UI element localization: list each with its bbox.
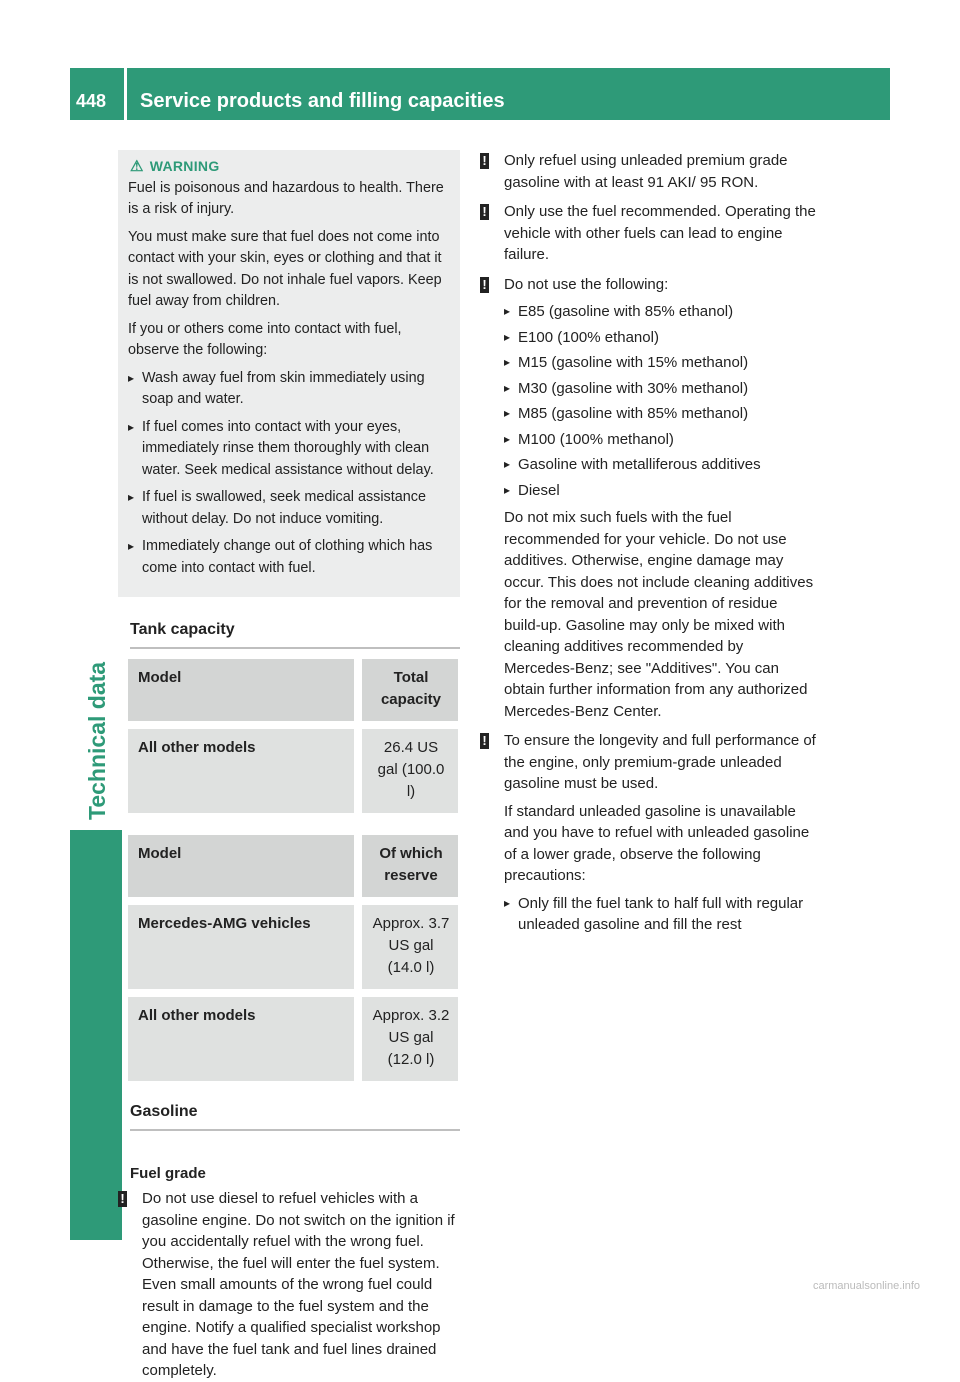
note-diesel <box>118 1188 460 1379</box>
left-column <box>118 150 460 1379</box>
table-header-model: Model <box>128 659 354 721</box>
list-item: ▸ E85 (gasoline with 85% ethanol) <box>504 301 816 323</box>
table-cell-reserve: Approx. 3.7 US gal (14.0 l) <box>354 897 458 989</box>
table-cell-capacity: 26.4 US gal (100.0 l) <box>354 721 458 813</box>
note-text: Do not use the following: <box>504 275 669 293</box>
table-cell-model: Mercedes-AMG vehicles <box>128 897 354 989</box>
watermark: carmanualsonline.info <box>812 1280 920 1292</box>
total-capacity-table <box>128 659 458 813</box>
table-header-model: Model <box>128 835 354 897</box>
exclamation-icon: ! <box>118 1191 127 1207</box>
page-number: 448 <box>76 91 107 111</box>
right-column <box>480 150 816 944</box>
precautions-list <box>504 893 816 936</box>
note-text: Only use the fuel recommended. Operating the vehicle with other fuels can lead to engine failure. <box>504 203 816 263</box>
reserve-table <box>128 835 458 1081</box>
tank-capacity-title: Tank capacity <box>130 621 460 649</box>
note-do-not-use <box>480 274 816 723</box>
list-item: ▸ Gasoline with metalliferous additives <box>504 454 816 476</box>
side-tab-label-wrap <box>70 590 122 820</box>
list-item: ▸ M85 (gasoline with 85% methanol) <box>504 403 816 425</box>
note-premium-grade <box>480 730 816 936</box>
warning-bullet: ▸ Wash away fuel from skin immediately using soap and water. <box>128 368 452 411</box>
warning-bullet-list <box>128 368 452 580</box>
list-item: ▸ M15 (gasoline with 15% methanol) <box>504 352 816 374</box>
note-unleaded <box>480 150 816 193</box>
warning-bullet: ▸ If fuel comes into contact with your eyes, immediately rinse them thoroughly with clean water. Seek medical assistance without delay. <box>128 417 452 482</box>
list-item: ▸ Only fill the fuel tank to half full with regular unleaded gasoline and fill the rest <box>504 893 816 936</box>
table-cell-reserve: Approx. 3.2 US gal (12.0 l) <box>354 989 458 1081</box>
warning-paragraph: Fuel is poisonous and hazardous to health. There is a risk of injury. <box>128 179 444 217</box>
warning-bullet: ▸ If fuel is swallowed, seek medical assistance without delay. Do not induce vomiting. <box>128 487 452 530</box>
side-tab-label: Technical data <box>84 661 110 820</box>
note-text: Do not use diesel to refuel vehicles with a gasoline engine. Do not switch on the ignition if you accidentally refuel with the wrong fuel. Otherwise, the fuel will enter the fuel system. Even small amounts of the wrong fuel could result in damage to the fuel system and the engine. Notify a qualified specialist workshop and have the fuel tank and fuel lines drained completely. <box>142 1190 455 1379</box>
warning-paragraph: If you or others come into contact with fuel, observe the following: <box>128 320 402 358</box>
table-header-total-capacity: Total capacity <box>354 659 458 721</box>
mixing-text: Do not mix such fuels with the fuel recommended for your vehicle. Do not use additives. Otherwise, engine damage may occur. This does not include cleaning additives for the removal and prevention of residue build-up. Gasoline may only be mixed with cleaning additives recommended by Mercedes-Benz; see "Additives". You can obtain further information from any authorized Mercedes-Benz Center. <box>504 509 814 720</box>
note-text: To ensure the longevity and full performance of the engine, only premium-grade unleaded gasoline must be used. <box>504 732 816 792</box>
exclamation-icon: ! <box>480 733 489 749</box>
gasoline-title: Gasoline <box>130 1103 460 1131</box>
note-followup: If standard unleaded gasoline is unavailable and you have to refuel with unleaded gasoline of a lower grade, observe the following precautions: <box>504 802 810 884</box>
fuel-grade-title: Fuel grade <box>130 1165 206 1182</box>
forbidden-fuel-list <box>504 301 816 501</box>
warning-box <box>118 150 460 597</box>
note-text: Only refuel using unleaded premium grade gasoline with at least 91 AKI/ 95 RON. <box>504 152 788 191</box>
exclamation-icon: ! <box>480 277 489 293</box>
list-item: ▸ E100 (100% ethanol) <box>504 327 816 349</box>
warning-heading <box>130 156 452 178</box>
exclamation-icon: ! <box>480 153 489 169</box>
header-divider <box>124 68 127 120</box>
exclamation-icon: ! <box>480 204 489 220</box>
note-recommended-fuel <box>480 201 816 266</box>
warning-bullet: ▸ Immediately change out of clothing which has come into contact with fuel. <box>128 536 452 579</box>
table-cell-model: All other models <box>128 989 354 1081</box>
list-item: ▸ M100 (100% methanol) <box>504 429 816 451</box>
list-item: ▸ Diesel <box>504 480 816 502</box>
table-header-reserve: Of which reserve <box>354 835 458 897</box>
table-cell-model: All other models <box>128 721 354 813</box>
page-title: Service products and filling capacities <box>140 90 505 112</box>
warning-paragraph: You must make sure that fuel does not come into contact with your skin, eyes or clothing and that it is not swallowed. Do not inhale fuel vapors. Keep fuel away from children. <box>128 228 442 309</box>
list-item: ▸ M30 (gasoline with 30% methanol) <box>504 378 816 400</box>
warning-heading-text: WARNING <box>149 158 220 174</box>
warning-triangle-icon: ⚠ <box>130 158 144 175</box>
